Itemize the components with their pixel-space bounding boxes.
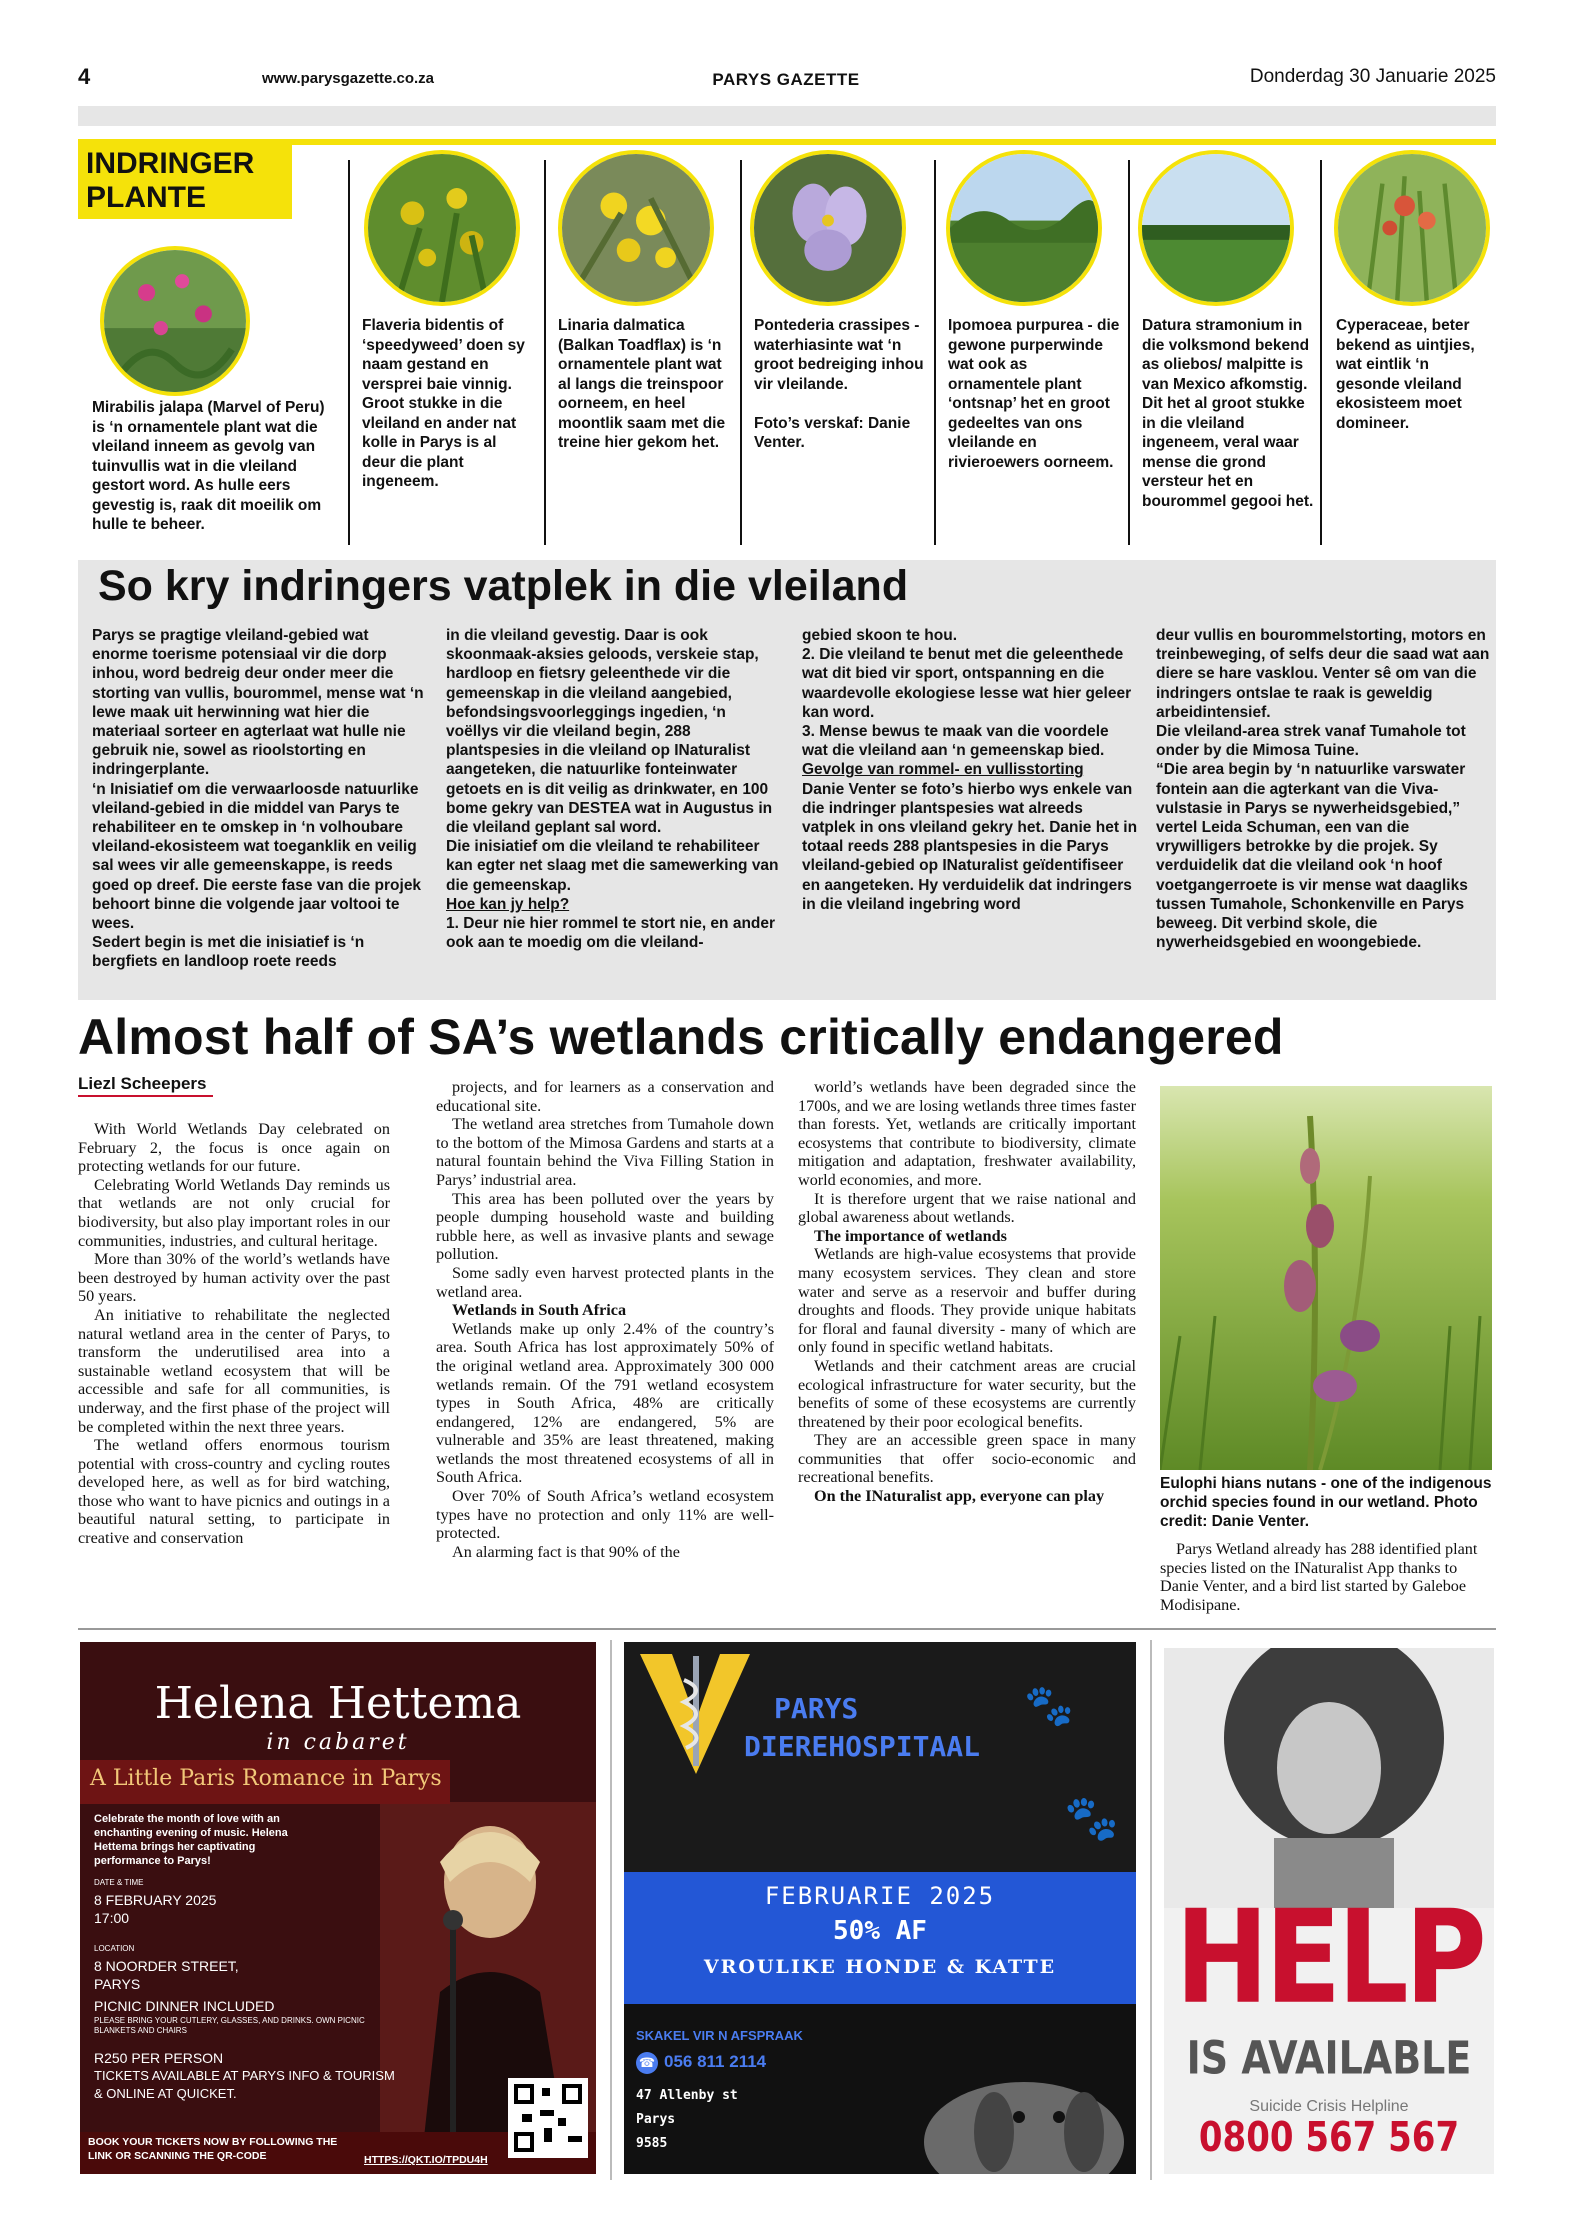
vet-name-line-1: PARYS bbox=[774, 1692, 859, 1725]
ad-divider bbox=[1150, 1640, 1152, 2180]
paw-icon: 🐾 bbox=[1024, 1684, 1074, 1728]
qr-code-icon[interactable] bbox=[508, 2078, 588, 2158]
subheading: Hoe kan jy help? bbox=[446, 895, 570, 913]
location-line-1: 8 NOORDER STREET, bbox=[94, 1958, 239, 1974]
vet-hospital-ad[interactable] bbox=[624, 1642, 1136, 2174]
picnic-line: PICNIC DINNER INCLUDED bbox=[94, 1998, 275, 2014]
plant-caption: Datura stramonium in die volksmond bekend as oliebos/ malpitte is van Mexico afkomstig. Dit het al groot stukke in die vleiland ingeneem, veral waar mense die grond versteur het en bourommel gegooi het. bbox=[1142, 317, 1314, 510]
afr-column-1: Parys se pragtige vleiland-gebied wat enorme toerisme potensiaal vir die dorp inhou, word bedreig deur onder meer die storting van vullis, bourommel, mense wat ‘n lewe maak uit herwinning wat hier die materiaal sorteer en agterlaat wat hulle nie gebruik nie, sowel as rioolstorting en indringerplante. ‘n Inisiatief om die verwaarloosde natuurlike vleiland-gebied in die middel van Parys te rehabiliteer en te omskep in ‘n volhoubare vleiland-ekosisteem wat toeganklik en veilig sal wees vir alle gemeenskappe, is reeds goed op dreef. Die eerste fase van die projek behoort binne die volgende jaar voltooi te wees. Sedert begin is met die inisiatief is ‘n bergfiets en landloop roete reeds bbox=[92, 627, 424, 971]
datetime-label: DATE & TIME bbox=[94, 1878, 144, 1887]
suicide-helpline-ad[interactable] bbox=[1164, 1648, 1494, 2174]
header-rule bbox=[78, 106, 1496, 126]
footer-line-2: LINK OR SCANNING THE QR-CODE bbox=[88, 2150, 267, 2162]
offer-discount: 50% AF bbox=[833, 1916, 927, 1946]
column-divider bbox=[544, 160, 546, 545]
section-tag bbox=[78, 143, 292, 219]
ads-divider bbox=[78, 1628, 1496, 1630]
location-label: LOCATION bbox=[94, 1944, 135, 1953]
tag-line-1: INDRINGER bbox=[86, 147, 255, 180]
vet-address-2: Parys bbox=[636, 2112, 676, 2127]
tickets-line-2: & ONLINE AT QUICKET. bbox=[94, 2086, 237, 2101]
page-number: 4 bbox=[78, 64, 91, 89]
site-url[interactable]: www.parysgazette.co.za bbox=[262, 70, 435, 87]
plant-caption: Pontederia crassipes - waterhiasinte wat ‘n groot bedreiging inhou vir vleilande. Foto’s verskaf: Danie Venter. bbox=[754, 317, 924, 451]
event-time: 17:00 bbox=[94, 1910, 130, 1926]
afr-column-2: in die vleiland gevestig. Daar is ook skoonmaak-aksies geloods, verskeie stap, hardloop en fietsry geleenthede vir die gemeenskap in die vleiland aangebied, befondsingsvoorleggings ingedien, ‘n voëllys vir die vleiland begin, 288 plantspesies in die vleiland op INaturalist aangeteken, die natuurlike fonteinwater getoets en is dit veilig as drinkwater, en 100 bome gekry van DESTEA wat in Augustus in die vleiland geplant sal word. Die inisiatief om die vleiland te rehabiliteer kan egter net slaag met die samewerking van die gemeenskap. Hoe kan jy help? 1. Deur nie hier rommel te stort nie, en ander ook aan te moedig om die vleiland- bbox=[446, 626, 782, 952]
subheading: Wetlands in South Africa bbox=[452, 1301, 627, 1320]
eng-column-4: Parys Wetland already has 288 identified plant species listed on the INaturalist App thanks to Danie Venter, and a bird list started by Galeboe Modisipane. bbox=[1160, 1540, 1478, 1614]
plant-photo-datura bbox=[1138, 150, 1294, 306]
tickets-line-1: TICKETS AVAILABLE AT PARYS INFO & TOURISM bbox=[94, 2068, 395, 2083]
woman-portrait bbox=[1164, 1648, 1494, 1908]
orchid-photo bbox=[1160, 1086, 1492, 1470]
plant-photo-linaria bbox=[558, 150, 714, 306]
help-headline: HELP bbox=[1175, 1883, 1483, 2033]
picnic-note: PLEASE BRING YOUR CUTLERY, GLASSES, AND DRINKS. OWN PICNIC BLANKETS AND CHAIRS bbox=[94, 2016, 365, 2035]
vet-address-1: 47 Allenby st bbox=[636, 2088, 738, 2103]
help-subheadline: IS AVAILABLE bbox=[1186, 2031, 1472, 2085]
plant-photo-sedge bbox=[1334, 150, 1490, 306]
offer-details: VROULIKE HONDE & KATTE bbox=[703, 1956, 1057, 1978]
afr-column-4: deur vullis en bourommelstorting, motors en treinbeweging, of selfs deur die saad wat aan diere se hare vasklou. Venter sê om van die indringers ontslae te raak is geweldig arbeidintensief. Die vleiland-area strek vanaf Tumahole tot onder by die Mimosa Tuine. “Die area begin by ‘n natuurlike varswater fontein aan die agterkant van die Viva-vulstasie in Parys se nywerheidsgebied,” vertel Leida Schuman, een van die vrywilligers betrokke by die projek. Sy verduidelik dat die vleiland ook ‘n hoof voetgangerroete is vir mense wat daagliks tussen Tumahole, Schonkenville en Parys beweeg. Dit verbind skole, die nywerheidsgebied en woongebiede. bbox=[1156, 627, 1490, 952]
vet-name-line-2: DIEREHOSPITAAL bbox=[744, 1730, 981, 1763]
column-divider bbox=[934, 160, 936, 545]
dog-photo bbox=[904, 2022, 1136, 2174]
caduceus-logo-icon bbox=[636, 1650, 754, 1778]
performer-name: Helena Hettema bbox=[154, 1678, 522, 1729]
english-headline: Almost half of SA’s wetlands critically endangered bbox=[78, 1009, 1284, 1065]
ad-blurb: Celebrate the month of love with an enchanting evening of music. Helena Hettema brings her captivating performance to Parys! bbox=[94, 1813, 288, 1867]
eng-column-2: projects, and for learners as a conservation and educational site. The wetland area stretches from Tumahole down to the bottom of the Mimosa Gardens and starts at a natural fountain behind the Viva Filling Station in Parys’ industrial area. This area has been polluted over the years by people dumping household waste and building rubble here, as well as invasive plants and sewage pollution. Some sadly even harvest protected plants in the wetland area. Wetlands in South Africa Wetlands make up only 2.4% of the country’s area. South Africa has lost approximately 50% of the original wetland area. Approximately 300 000 wetlands remain. Of the 791 wetland ecosystem types in South Africa, 48% are critically endangered, 12% are endangered, 5% are vulnerable and 35% are least threatened, making wetlands the most threatened ecosystems of all in South Africa. Over 70% of South Africa’s wetland ecosystem types have no protection and only 11% are well-protected. An alarming fact is that 90% of the bbox=[436, 1078, 774, 1561]
performer-sub: in cabaret bbox=[266, 1730, 410, 1755]
subheading: On the INaturalist app, everyone can play bbox=[814, 1487, 1105, 1506]
column-divider bbox=[1128, 160, 1130, 545]
cabaret-ad[interactable] bbox=[80, 1642, 596, 2174]
helpline-name: Suicide Crisis Helpline bbox=[1249, 2098, 1409, 2115]
plant-photo-water-hyacinth bbox=[750, 150, 906, 306]
afr-column-3: gebied skoon te hou. 2. Die vleiland te benut met die geleenthede wat dit bied vir sport, ontspanning en die waardevolle ekologiese lesse wat hier geleer kan word. 3. Mense bewus te maak van die voordele wat die vleiland aan ‘n gemeenskap bied. Gevolge van rommel- en vullisstorting Danie Venter se foto’s hierbo wys enkele van die indringer plantspesies wat alreeds vatplek in ons vleiland gekry het. Danie het in totaal reeds 288 plantspesies in die Parys vleiland-gebied op INaturalist geïdentifiseer en aangeteken. Hy verduidelik dat indringers in die vleiland ingebring word bbox=[802, 627, 1138, 913]
issue-date: Donderdag 30 Januarie 2025 bbox=[1249, 66, 1496, 87]
plant-photo-ipomoea bbox=[946, 150, 1102, 306]
column-divider bbox=[740, 160, 742, 545]
tag-line-2: PLANTE bbox=[86, 181, 206, 214]
plant-caption: Mirabilis jalapa (Marvel of Peru) is ‘n ornamentele plant wat die vleiland inneem as gevolg van tuinvullis wat in die vleiland gestort word. As hulle eers gevestig is, raak dit moeilik om hulle te beheer. bbox=[92, 399, 325, 533]
ticket-link[interactable]: HTTPS://QKT.IO/TPDU4H bbox=[364, 2154, 488, 2166]
orchid-caption: Eulophi hians nutans - one of the indigenous orchid species found in our wetland. Photo credit: Danie Venter. bbox=[1160, 1475, 1492, 1530]
plant-caption: Flaveria bidentis of ‘speedyweed’ doen sy naam gestand en versprei baie vinnig. Groot stukke in die vleiland en ander nat kolle in Parys is al deur die plant ingeneem. bbox=[362, 317, 525, 490]
phone-icon: ☎ bbox=[636, 2052, 658, 2074]
price: R250 PER PERSON bbox=[94, 2050, 224, 2066]
ad-headline: A Little Paris Romance in Parys bbox=[90, 1766, 442, 1791]
location-line-2: PARYS bbox=[94, 1976, 141, 1992]
byline: Liezl Scheepers bbox=[78, 1074, 213, 1097]
offer-month: FEBRUARIE 2025 bbox=[764, 1882, 996, 1910]
plant-caption: Linaria dalmatica (Balkan Toadflax) is ‘n ornamentele plant wat al langs die treinspoor oorneem, en heel moontlik saam met die treine hier gekom het. bbox=[558, 317, 726, 451]
ad-divider bbox=[610, 1640, 612, 2180]
plant-caption: Ipomoea purpurea - die gewone purperwinde wat ook as ornamentele plant ‘ontsnap’ het en groot gedeeltes van ons vleilande en rivieroewers oorneem. bbox=[948, 317, 1120, 471]
afrikaans-headline: So kry indringers vatplek in die vleiland bbox=[98, 562, 909, 610]
footer-line-1: BOOK YOUR TICKETS NOW BY FOLLOWING THE bbox=[88, 2136, 338, 2148]
eng-column-1: With World Wetlands Day celebrated on February 2, the focus is once again on protecting wetlands for our future. Celebrating World Wetlands Day reminds us that wetlands are not only crucial for biodiversity, but also play important roles in our communities, industries, and cultural heritage. More than 30% of the world’s wetlands have been destroyed by human activity over the past 50 years. An initiative to rehabilitate the neglected natural wetland area in the center of Parys, to transform the underutilised area into a sustainable wetland ecosystem that will be accessible and safe for all communities, is underway, and the first phase of the project will be completed within the next three years. The wetland offers enormous tourism potential with cross-country and cycling routes developed here, as well as for bird watching, those who want to have picnics and outings in a beautiful natural setting, to participate in creative and conservation bbox=[78, 1120, 390, 1548]
paper-name: PARYS GAZETTE bbox=[712, 70, 860, 89]
plant-photo-flaveria bbox=[364, 150, 520, 306]
helpline-phone[interactable]: 0800 567 567 bbox=[1198, 2114, 1460, 2162]
vet-phone[interactable]: 056 811 2114 bbox=[664, 2052, 767, 2071]
column-divider bbox=[1320, 160, 1322, 545]
plant-photo-mirabilis bbox=[100, 246, 250, 396]
subheading: Gevolge van rommel- en vullisstorting bbox=[802, 761, 1084, 779]
paw-icon: 🐾 bbox=[1064, 1794, 1119, 1843]
event-date: 8 FEBRUARY 2025 bbox=[94, 1892, 217, 1908]
eng-column-3: world’s wetlands have been degraded since the 1700s, and we are losing wetlands three times faster than forests. Yet, wetlands are critically important ecosystems that contribute to biodiversity, climate mitigation and adaptation, freshwater availability, world economies, and more. It is therefore urgent that we raise national and global awareness about wetlands. The importance of wetlands Wetlands are high-value ecosystems that provide many ecosystem services. They clean and store water and serve as a reservoir and buffer during droughts and floods. They provide unique habitats for floral and faunal diversity - many of which are only found in specific wetland habitats. Wetlands and their catchment areas are crucial ecological infrastructure for water security, but the benefits of some of these ecosystems are currently threatened by their poor ecological benefits. They are an accessible green space in many communities that offer socio-economic and recreational benefits. On the INaturalist app, everyone can play bbox=[798, 1078, 1136, 1506]
column-divider bbox=[348, 160, 350, 545]
contact-label: SKAKEL VIR N AFSPRAAK bbox=[636, 2028, 803, 2043]
vet-address-3: 9585 bbox=[636, 2136, 668, 2151]
subheading: The importance of wetlands bbox=[814, 1226, 1007, 1245]
plant-caption: Cyperaceae, beter bekend as uintjies, wat eintlik ‘n gesonde vleiland ekosisteem moet domineer. bbox=[1336, 317, 1475, 432]
